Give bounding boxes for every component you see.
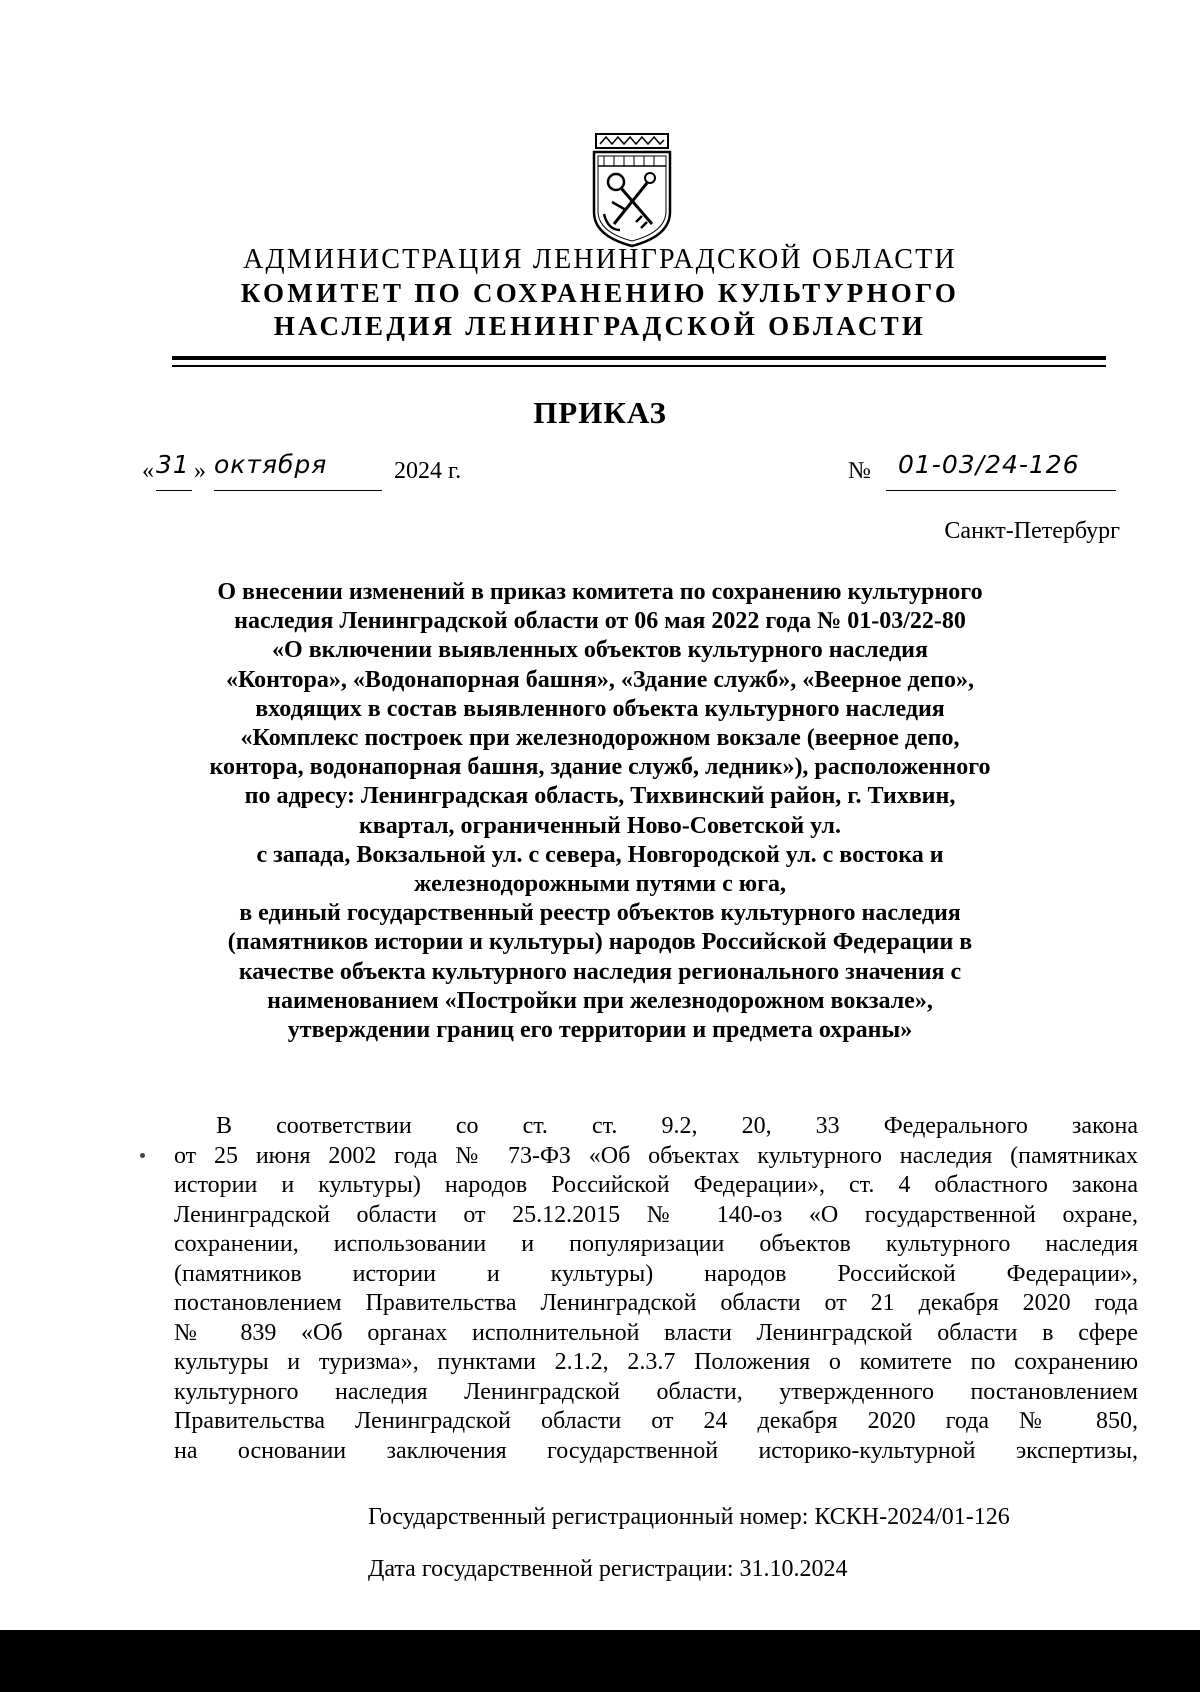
document-title: ПРИКАЗ: [533, 395, 667, 430]
body-line: сохранении, использовании и популяризации объектов культурного наследия: [174, 1231, 1138, 1257]
scan-dot: [140, 1153, 145, 1158]
subject-line: утверждении границ его территории и предмета охраны»: [287, 1017, 913, 1044]
city: Санкт-Петербург: [944, 518, 1120, 544]
subject-line: (памятников истории и культуры) народов Российской Федерации в: [227, 929, 973, 956]
scan-bottom-edge: [0, 1630, 1200, 1692]
subject-line: входящих в состав выявленного объекта культурного наследия: [255, 695, 945, 722]
body-line: культуры и туризма», пунктами 2.1.2, 2.3.7 Положения о комитете по сохранению: [174, 1349, 1138, 1375]
date-day-handwritten: 31: [156, 450, 190, 479]
org-name-line-2: КОМИТЕТ ПО СОХРАНЕНИЮ КУЛЬТУРНОГО: [240, 278, 960, 308]
subject-line: «Контора», «Водонапорная башня», «Здание служб», «Веерное депо»,: [225, 666, 975, 693]
body-line: (памятников истории и культуры) народов Российской Федерации»,: [174, 1260, 1138, 1287]
org-name-line-3: НАСЛЕДИЯ ЛЕНИНГРАДСКОЙ ОБЛАСТИ: [273, 311, 927, 341]
subject-line: по адресу: Ленинградская область, Тихвинский район, г. Тихвин,: [244, 783, 956, 810]
subject-line: наименованием «Постройки при железнодорожном вокзале»,: [267, 987, 933, 1014]
date-day-underline: [156, 490, 192, 491]
subject-line: контора, водонапорная башня, здание служб, ледник»), расположенного: [209, 754, 991, 781]
subject-line: «О включении выявленных объектов культурного наследия: [272, 637, 928, 664]
coat-of-arms-icon: [590, 132, 674, 250]
subject-line: наследия Ленинградской области от 06 мая 2022 года № 01-03/22-80: [234, 608, 966, 635]
org-name-line-1: АДМИНИСТРАЦИЯ ЛЕНИНГРАДСКОЙ ОБЛАСТИ: [243, 244, 957, 275]
body-line: Ленинградской области от 25.12.2015 № 140-оз «О государственной охране,: [174, 1201, 1138, 1228]
subject-line: в единый государственный реестр объектов культурного наследия: [239, 900, 961, 927]
date-open-quote: «: [142, 458, 154, 484]
subject-line: «Комплекс построек при железнодорожном вокзале (веерное депо,: [240, 725, 960, 752]
body-line: на основании заключения государственной историко-культурной экспертизы,: [174, 1437, 1138, 1464]
header-divider-thick: [172, 356, 1106, 360]
subject-line: железнодорожными путями с юга,: [413, 871, 787, 898]
registration-number: Государственный регистрационный номер: КСКН-2024/01-126: [368, 1504, 1010, 1530]
order-number: [848, 446, 1118, 486]
body-line: постановлением Правительства Ленинградской области от 21 декабря 2020 года: [174, 1290, 1138, 1316]
subject-line: О внесении изменений в приказ комитета по сохранению культурного: [217, 579, 983, 605]
registration-date: Дата государственной регистрации: 31.10.2024: [368, 1556, 848, 1582]
subject-line: качестве объекта культурного наследия регионального значения с: [238, 958, 962, 985]
subject-line: с запада, Вокзальной ул. с севера, Новгородской ул. с востока и: [256, 841, 944, 868]
body-line: Правительства Ленинградской области от 24 декабря 2020 года № 850,: [174, 1408, 1138, 1434]
body-line: культурного наследия Ленинградской области, утвержденного постановлением: [174, 1378, 1138, 1405]
header-divider-thin: [172, 365, 1106, 367]
order-number-underline: [886, 490, 1116, 491]
date-year: 2024 г.: [394, 458, 462, 484]
order-subject: [120, 578, 1080, 1045]
order-body: [174, 1112, 1138, 1466]
subject-line: квартал, ограниченный Ново-Советской ул.: [358, 812, 842, 839]
body-line: № 839 «Об органах исполнительной власти Ленинградской области в сфере: [174, 1319, 1138, 1346]
order-number-label: №: [848, 458, 871, 484]
date-close-quote: »: [194, 458, 206, 484]
date-month-handwritten: октября: [214, 450, 328, 479]
date-month-underline: [214, 490, 382, 491]
body-line: от 25 июня 2002 года № 73-ФЗ «Об объектах культурного наследия (памятниках: [174, 1142, 1138, 1169]
body-line: В соответствии со ст. ст. 9.2, 20, 33 Федерального закона: [216, 1113, 1138, 1139]
body-line: истории и культуры) народов Российской Федерации», ст. 4 областного закона: [174, 1172, 1138, 1198]
order-number-handwritten: 01-03/24-126: [898, 450, 1080, 479]
